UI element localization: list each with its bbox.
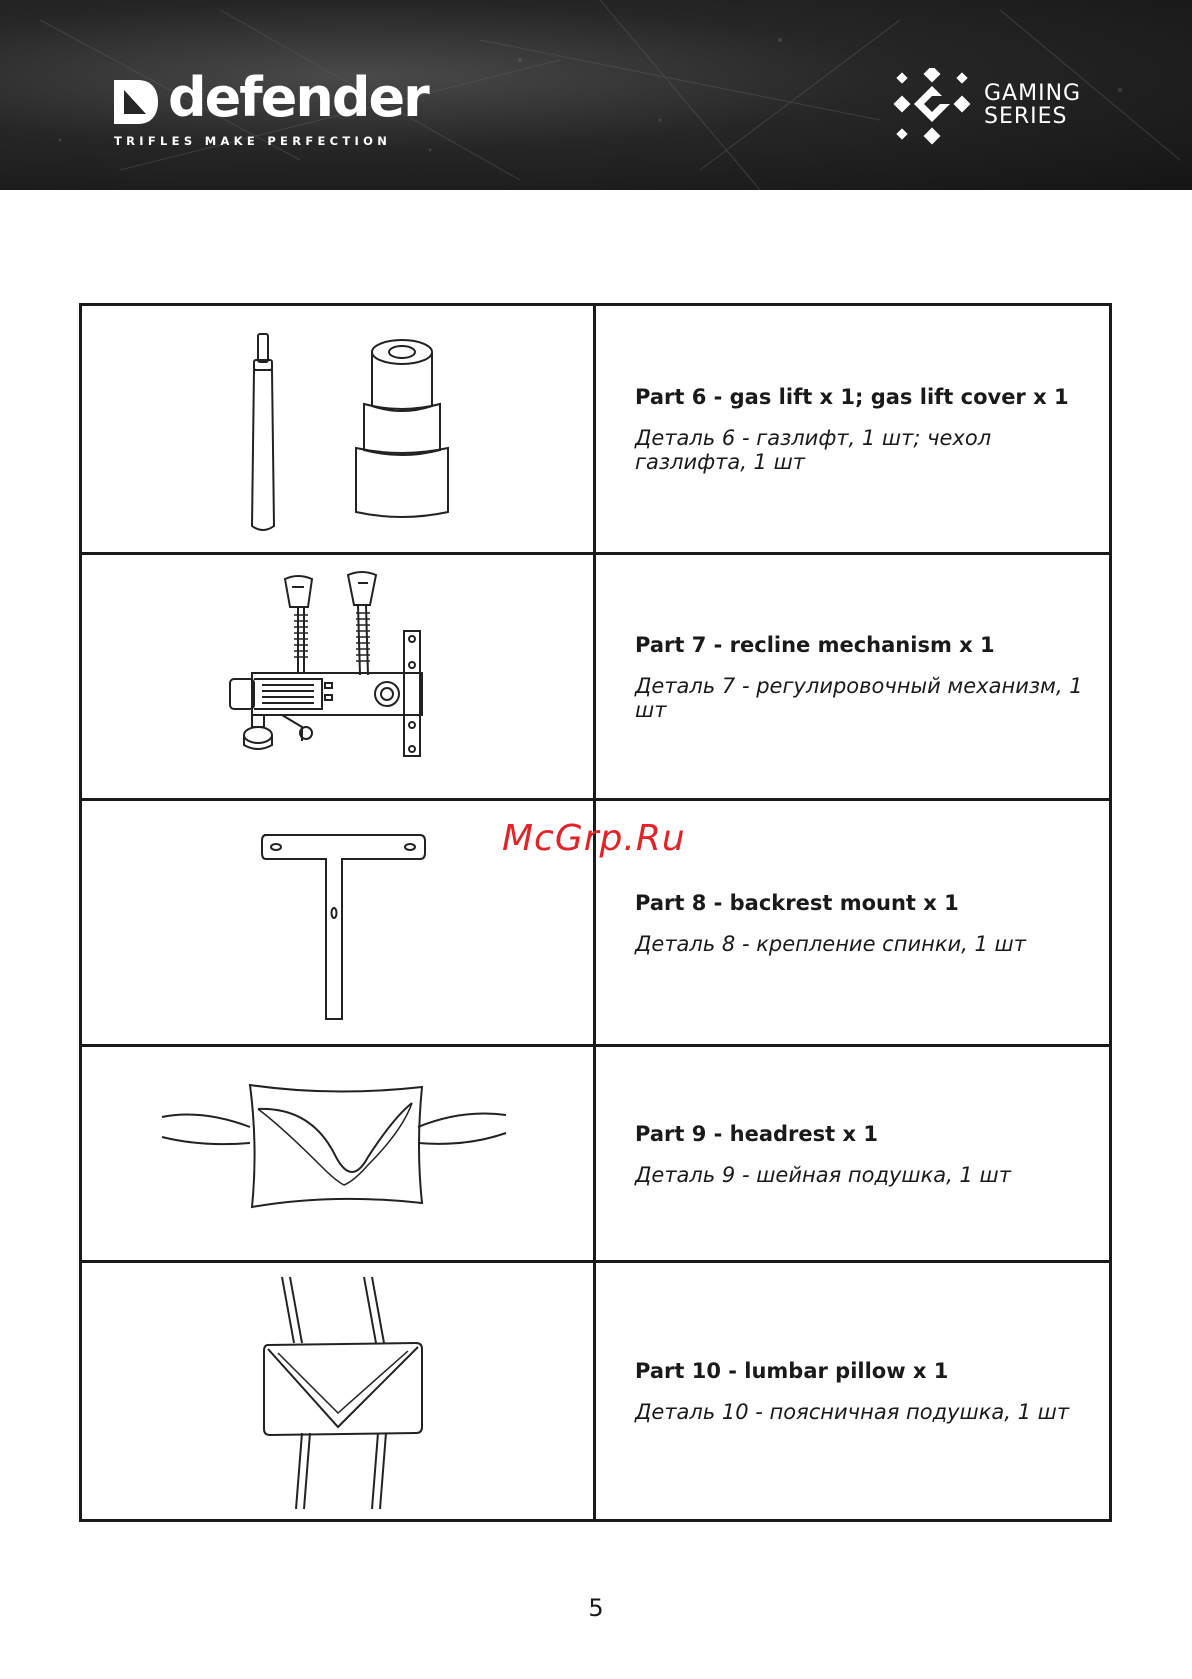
part-description — [599, 1263, 1109, 1519]
gaming-label: GAMING — [984, 81, 1082, 106]
part-description — [599, 306, 1109, 552]
part-description — [599, 555, 1109, 798]
table-row — [82, 1044, 1109, 1260]
part-image-cell — [82, 306, 596, 552]
table-row — [82, 1260, 1109, 1519]
gas-lift-icon — [82, 306, 593, 552]
part-description — [599, 1047, 1109, 1260]
part-title-ru: Деталь 7 - регулировочный механизм, 1 шт — [635, 673, 1083, 722]
part-title: Part 6 - gas lift x 1; gas lift cover x 1 — [635, 385, 1069, 409]
part-title-ru: Деталь 6 - газлифт, 1 шт; чехол газлифта, 1 шт — [635, 426, 992, 474]
part-title-ru: Деталь 9 - шейная подушка, 1 шт — [635, 1162, 1012, 1187]
part-title: Part 8 - backrest mount x 1 — [635, 890, 959, 915]
part-title-ru: Деталь 8 - крепление спинки, 1 шт — [635, 931, 1026, 956]
table-row — [82, 306, 1109, 552]
watermark: McGrp.Ru — [502, 818, 686, 859]
part-image-cell — [82, 555, 596, 798]
brand-tagline: TRIFLES MAKE PERFECTION — [114, 134, 392, 148]
page-number: 5 — [588, 1594, 604, 1622]
defender-logo-icon — [112, 78, 160, 126]
parts-table — [79, 303, 1112, 1522]
lumbar-pillow-icon — [82, 1263, 593, 1519]
series-label: SERIES — [984, 104, 1068, 129]
header-banner — [0, 0, 1192, 190]
part-title: Part 10 - lumbar pillow x 1 — [635, 1359, 949, 1383]
part-image-cell — [82, 1047, 596, 1260]
gaming-series-icon — [890, 68, 980, 148]
part-image-cell — [82, 1263, 596, 1519]
brand-name: defender — [168, 66, 428, 129]
part-title-ru: Деталь 10 - поясничная подушка, 1 шт — [635, 1400, 1070, 1424]
part-title: Part 9 - headrest x 1 — [635, 1121, 878, 1146]
gaming-series-label — [984, 82, 1081, 128]
recline-mechanism-icon — [82, 555, 593, 798]
gaming-series-logo — [890, 68, 1090, 148]
table-row — [82, 552, 1109, 798]
part-title: Part 7 - recline mechanism x 1 — [635, 632, 995, 657]
headrest-icon — [82, 1047, 593, 1260]
